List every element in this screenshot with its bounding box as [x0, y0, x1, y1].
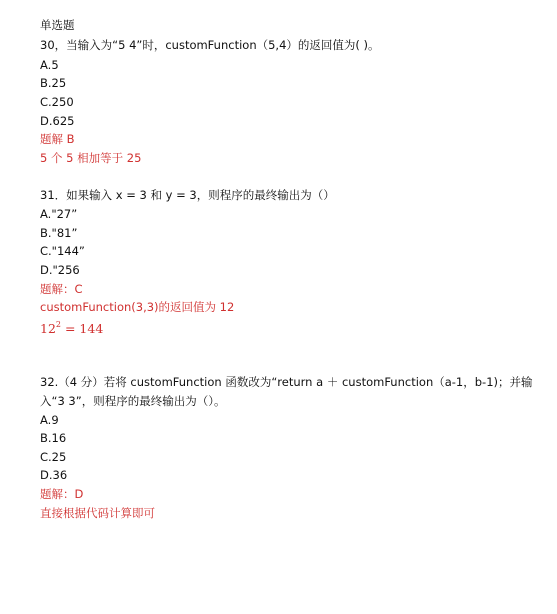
q32-question-line1: 32.（4 分）若将 customFunction 函数改为“return a ＋ customFunction（a-1，b-1)；并输: [40, 375, 533, 389]
section-title: 单选题: [40, 18, 75, 32]
q30-question: 30，当输入为“5 4”时，customFunction（5,4）的返回值为( )。: [40, 38, 380, 52]
q30-answer: 题解 B: [40, 132, 75, 146]
q30-option-b: B.25: [40, 76, 67, 90]
q31-option-b: B."81”: [40, 226, 78, 240]
q32-option-c: C.25: [40, 450, 67, 464]
q31-explanation: customFunction(3,3)的返回值为 12: [40, 300, 235, 314]
q31-formula-base: 12: [40, 321, 56, 337]
q30-option-a: A.5: [40, 58, 59, 72]
q31-formula: [40, 319, 103, 336]
q32-option-b: B.16: [40, 431, 67, 445]
q31-question: 31．如果输入 x = 3 和 y = 3，则程序的最终输出为（）: [40, 188, 335, 202]
q32-option-a: A.9: [40, 413, 59, 427]
q31-answer: 题解：C: [40, 282, 83, 296]
q31-option-c: C."144”: [40, 244, 85, 258]
q30-option-d: D.625: [40, 114, 75, 128]
q31-option-d: D."256: [40, 263, 80, 277]
q32-question-line2: 入“3 3”，则程序的最终输出为（）。: [40, 394, 226, 408]
q31-option-a: A."27”: [40, 207, 78, 221]
q31-formula-exponent: 2: [55, 320, 61, 329]
q30-explanation: 5 个 5 相加等于 25: [40, 151, 142, 165]
q32-explanation: 直接根据代码计算即可: [40, 506, 155, 520]
q32-answer: 题解：D: [40, 487, 84, 501]
q30-option-c: C.250: [40, 95, 74, 109]
q32-option-d: D.36: [40, 468, 68, 482]
q31-formula-result: = 144: [61, 321, 104, 337]
